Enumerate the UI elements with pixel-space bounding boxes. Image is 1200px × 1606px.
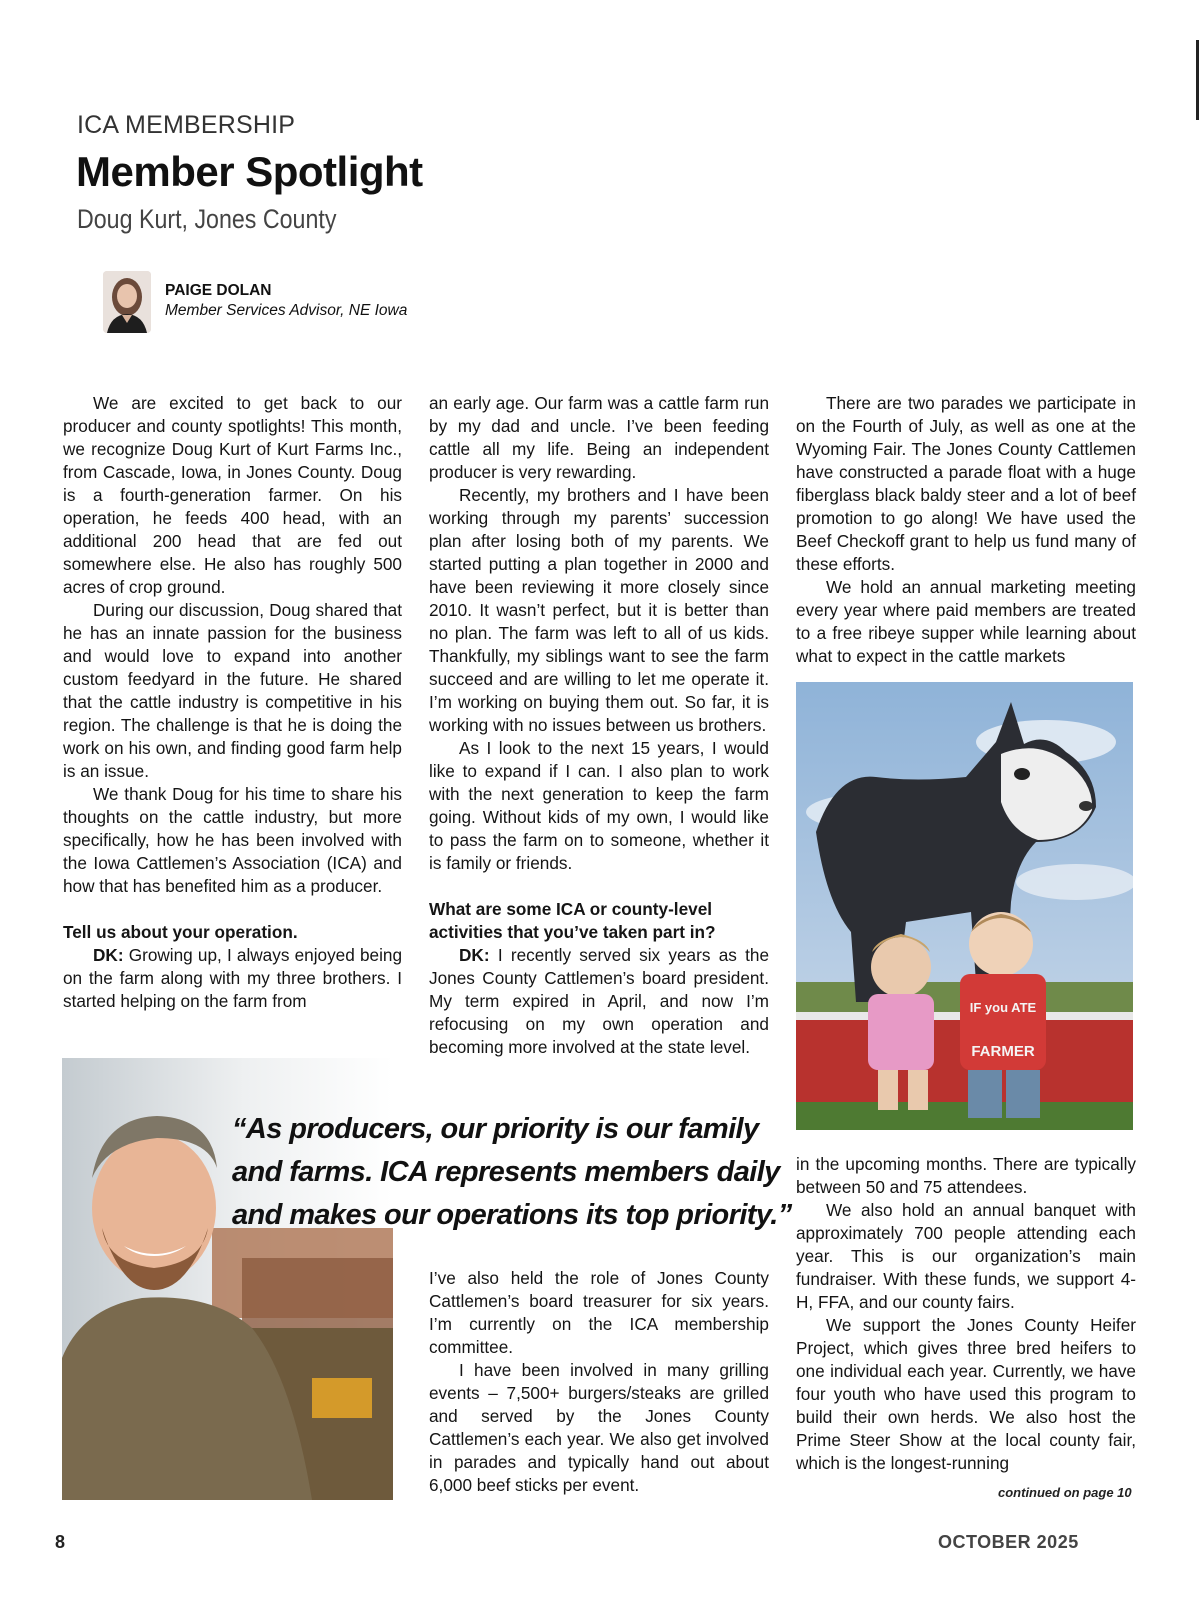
photo-steer-float-with-children — [796, 682, 1133, 1130]
article-column-2 — [429, 392, 769, 1059]
paragraph: Recently, my brothers and I have been working through my parents’ succession plan after losing both of my parents. We started putting a plan together in 2000 and have been reviewing it more closely since 2010. It wasn’t perfect, but it is better than no plan. The farm was left to all of us kids. Thankfully, my siblings want to see the farm succeed and are willing to let me operate it. I’m working on buying them out. So far, it is working with no issues between us brothers. — [429, 485, 769, 735]
page-number: 8 — [55, 1532, 66, 1552]
paragraph: in the upcoming months. There are typically between 50 and 75 attendees. — [796, 1154, 1136, 1197]
answer-label: DK: — [459, 945, 490, 965]
paragraph: As I look to the next 15 years, I would like to expand if I can. I also plan to work with the next generation to keep the farm going. Without kids of my own, I would like to pass the farm on to someone, whether it is family or friends. — [429, 738, 769, 873]
author-photo — [103, 271, 151, 333]
interview-answer — [63, 944, 402, 1013]
paragraph: an early age. Our farm was a cattle farm run by my dad and uncle. I’ve been feeding cattle all my life. Being an independent producer is very rewarding. — [429, 393, 769, 482]
answer-text: Growing up, I always enjoyed being on the farm along with my three brothers. I started helping on the farm from — [63, 945, 403, 1011]
answer-text: I recently served six years as the Jones County Cattlemen’s board president. My term expired in April, and now I’m refocusing on my own operation and becoming more involved at the state level. — [429, 945, 769, 1057]
paragraph: I have been involved in many grilling events – 7,500+ burgers/steaks are grilled and served by the Jones County Cattlemen’s each year. We also get involved in parades and typically hand out about 6,000 beef sticks per event. — [429, 1360, 769, 1495]
paragraph: We support the Jones County Heifer Project, which gives three bred heifers to one individual each year. Currently, we have four youth who have used this program to build their own herds. We also host the Prime Steer Show at the local county fair, which is the longest-running — [796, 1315, 1136, 1473]
continued-note: continued on page 10 — [998, 1485, 1132, 1500]
author-name: PAIGE DOLAN — [165, 282, 272, 299]
interview-question: What are some ICA or county-level activities that you’ve taken part in? — [429, 899, 716, 942]
shirt-text-line-1: IF you ATE — [969, 1000, 1037, 1015]
shirt-text-line-2: FARMER — [971, 1043, 1035, 1060]
page-subtitle: Doug Kurt, Jones County — [77, 204, 337, 234]
page-title: Member Spotlight — [76, 148, 423, 195]
author-role: Member Services Advisor, NE Iowa — [165, 302, 408, 319]
article-column-1 — [63, 392, 402, 1013]
page-edge-mark — [1196, 40, 1199, 120]
paragraph: During our discussion, Doug shared that he has an innate passion for the business and would love to expand into another custom feedyard in the future. He shared that the cattle industry is competitive in his region. The challenge is that he is doing the work on his own, and finding good farm help is an issue. — [63, 600, 402, 781]
paragraph: We thank Doug for his time to share his thoughts on the cattle industry, but more specifically, how he has been involved with the Iowa Cattlemen’s Association (ICA) and how that has benefited him as a producer. — [63, 784, 402, 896]
interview-answer — [429, 944, 769, 1059]
paragraph: I’ve also held the role of Jones County Cattlemen’s board treasurer for six years. I’m currently on the ICA membership committee. — [429, 1268, 769, 1357]
article-column-3-continued — [796, 1153, 1136, 1475]
paragraph: We also hold an annual banquet with approximately 700 people attending each year. This is our organization’s main fundraiser. With these funds, we support 4-H, FFA, and our county fairs. — [796, 1200, 1136, 1312]
pull-quote: “As producers, our priority is our family and farms. ICA represents members daily and makes our operations its top priority.” — [232, 1113, 792, 1231]
interview-question: Tell us about your operation. — [63, 922, 298, 942]
section-label: ICA MEMBERSHIP — [77, 111, 296, 139]
answer-label: DK: — [93, 945, 124, 965]
article-column-2-continued — [429, 1267, 769, 1497]
article-column-3 — [796, 392, 1136, 668]
paragraph: We hold an annual marketing meeting every year where paid members are treated to a free ribeye supper while learning about what to expect in the cattle markets — [796, 577, 1136, 666]
issue-date: OCTOBER 2025 — [938, 1532, 1079, 1552]
paragraph: There are two parades we participate in on the Fourth of July, as well as one at the Wyoming Fair. The Jones County Cattlemen have constructed a parade float with a huge fiberglass black baldy steer and a lot of beef promotion to go along! We have used the Beef Checkoff grant to help us fund many of these efforts. — [796, 393, 1136, 574]
paragraph: We are excited to get back to our producer and county spotlights! This month, we recognize Doug Kurt of Kurt Farms Inc., from Cascade, Iowa, in Jones County. Doug is a fourth-generation farmer. On his operation, he feeds 400 head, with an additional 200 head that are fed out somewhere else. He also has roughly 500 acres of crop ground. — [63, 393, 402, 597]
